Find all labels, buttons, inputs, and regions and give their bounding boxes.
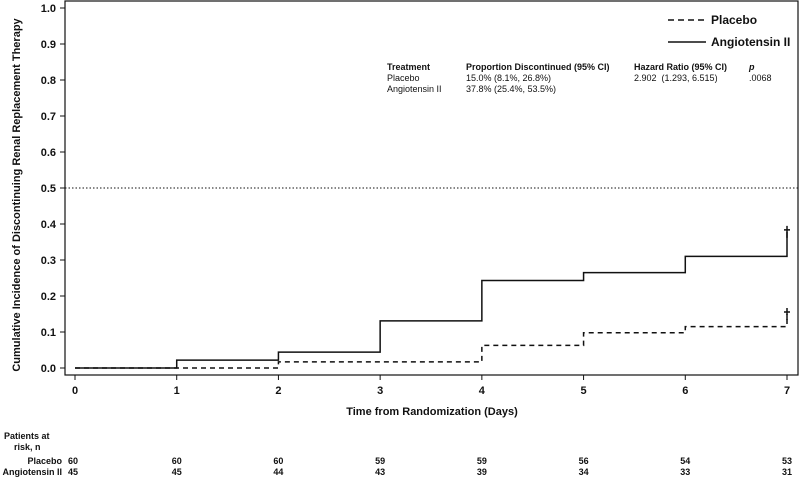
- at-risk-value: 56: [578, 456, 589, 466]
- at-risk-value: 33: [680, 467, 691, 477]
- x-axis-label: Time from Randomization (Days): [346, 406, 518, 418]
- at-risk-value: 59: [375, 456, 386, 466]
- stats-header-p: p: [749, 62, 755, 72]
- x-tick-label: 7: [783, 385, 791, 397]
- at-risk-value: 31: [781, 467, 792, 477]
- stats-row-placebo-hazard: 2.902 (1.293, 6.515): [634, 73, 718, 83]
- stats-table: [387, 62, 772, 94]
- x-tick-label: 5: [580, 385, 587, 397]
- x-tick-label: 4: [478, 385, 485, 397]
- y-tick-label: 0.4: [40, 219, 56, 231]
- stats-header-proportion: Proportion Discontinued (95% CI): [466, 62, 610, 72]
- at-risk-row-label-placebo: Placebo: [27, 456, 62, 466]
- at-risk-value: 54: [680, 456, 691, 466]
- at-risk-row-label-angiotensin: Angiotensin II: [2, 467, 62, 477]
- at-risk-label-line2: risk, n: [14, 442, 41, 452]
- stats-header-treatment: Treatment: [387, 62, 431, 72]
- x-tick-label: 6: [682, 385, 689, 397]
- at-risk-value: 45: [68, 467, 79, 477]
- y-tick-label: 0.7: [40, 111, 56, 123]
- at-risk-label-line1: Patients at: [4, 431, 50, 441]
- y-tick-label: 0.0: [40, 363, 56, 375]
- stats-row-angiotensin-proportion: 37.8% (25.4%, 53.5%): [466, 84, 557, 94]
- stats-row-placebo-p: .0068: [749, 73, 772, 83]
- y-tick-label: 1.0: [40, 3, 56, 15]
- stats-row-angiotensin-treatment: Angiotensin II: [387, 84, 442, 94]
- legend-label-angiotensin: Angiotensin II: [711, 35, 791, 49]
- series-layer: [75, 226, 790, 368]
- at-risk-value: 39: [476, 467, 487, 477]
- at-risk-value: 60: [171, 456, 182, 466]
- at-risk-value: 60: [273, 456, 284, 466]
- at-risk-value: 59: [476, 456, 487, 466]
- y-tick-label: 0.2: [40, 291, 56, 303]
- x-tick-label: 3: [377, 385, 384, 397]
- y-axis: [41, 3, 65, 375]
- legend-label-placebo: Placebo: [711, 13, 758, 27]
- x-tick-label: 0: [71, 385, 79, 397]
- censor-mark-angiotensin-ii: [784, 226, 790, 238]
- stats-header-hazard: Hazard Ratio (95% CI): [634, 62, 728, 72]
- stats-row-placebo-proportion: 15.0% (8.1%, 26.8%): [466, 73, 552, 83]
- y-tick-label: 0.9: [40, 39, 56, 51]
- y-tick-label: 0.3: [40, 255, 56, 267]
- at-risk-value: 43: [375, 467, 386, 477]
- at-risk-value: 34: [578, 467, 589, 477]
- x-axis: [72, 375, 790, 397]
- y-tick-label: 0.1: [40, 327, 56, 339]
- at-risk-value: 60: [68, 456, 79, 466]
- at-risk-value: 44: [273, 467, 284, 477]
- at-risk-value: 53: [781, 456, 792, 466]
- stats-row-placebo-treatment: Placebo: [387, 73, 420, 83]
- series-line-angiotensin-ii: [75, 232, 787, 368]
- y-tick-label: 0.8: [40, 75, 56, 87]
- at-risk-value: 45: [171, 467, 182, 477]
- y-tick-label: 0.5: [40, 183, 56, 195]
- x-tick-label: 1: [173, 385, 180, 397]
- censor-mark-placebo: [784, 308, 790, 320]
- y-axis-label: Cumulative Incidence of Discontinuing Renal Replacement Therapy: [11, 18, 23, 372]
- at-risk-values: [68, 456, 792, 477]
- y-tick-label: 0.6: [40, 147, 56, 159]
- x-tick-label: 2: [275, 385, 282, 397]
- legend: [668, 13, 790, 49]
